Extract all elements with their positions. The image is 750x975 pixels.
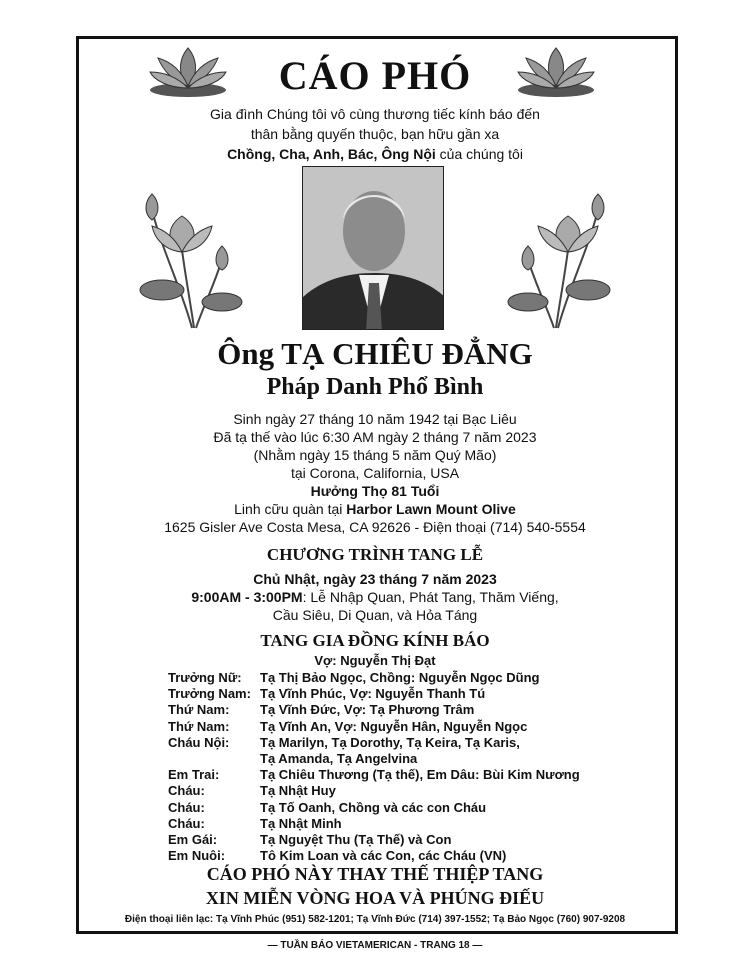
family-row (168, 686, 608, 702)
program-time: 9:00AM - 3:00PM (191, 589, 303, 605)
family-row (168, 767, 608, 783)
spouse-line: Vợ: Nguyễn Thị Đạt (314, 653, 436, 668)
relation-label: Cháu: (168, 783, 205, 799)
relation-value: Tạ Nhật Huy (260, 783, 336, 799)
page-title: CÁO PHÓ (278, 53, 472, 98)
program-events-cont: Cầu Siêu, Di Quan, và Hỏa Táng (272, 607, 478, 623)
relation-value: Tạ Vĩnh Đức, Vợ: Tạ Phương Trâm (260, 702, 475, 718)
lotus-bouquet-icon (498, 190, 628, 330)
casket-place: Harbor Lawn Mount Olive (346, 501, 516, 517)
passing-info: Đã tạ thế vào lúc 6:30 AM ngày 2 tháng 7 năm 2023 (213, 429, 537, 445)
relation-value: Tạ Vĩnh Phúc, Vợ: Nguyễn Thanh Tú (260, 686, 486, 702)
intro-relations (0, 144, 750, 164)
relation-label: Cháu: (168, 799, 205, 815)
family-row (168, 751, 608, 767)
intro-line: Gia đình Chúng tôi vô cùng thương tiếc kính báo đến (210, 106, 540, 122)
relation-label: Trưởng Nữ: (168, 670, 242, 685)
relation-value: Tạ Amanda, Tạ Angelvina (260, 751, 418, 767)
intro-line: thân bằng quyến thuộc, bạn hữu gần xa (250, 126, 500, 142)
portrait-image (303, 167, 444, 330)
family-heading: TANG GIA ĐỒNG KÍNH BÁO (260, 631, 490, 650)
family-row (168, 816, 608, 832)
program-date: Chủ Nhật, ngày 23 tháng 7 năm 2023 (253, 571, 497, 587)
casket-info (0, 500, 750, 518)
relation-label: Cháu Nội: (168, 734, 230, 750)
relation-label (168, 751, 260, 767)
closing-line: XIN MIỄN VÒNG HOA VÀ PHÚNG ĐIẾU (205, 888, 545, 908)
age-info: Hưởng Thọ 81 Tuổi (310, 483, 440, 499)
relation-label: Em Nuôi: (168, 848, 226, 864)
program-heading: CHƯƠNG TRÌNH TANG LỄ (266, 545, 484, 564)
relation-value: Tạ Marilyn, Tạ Dorothy, Tạ Keira, Tạ Karis, (260, 734, 520, 750)
lunar-date: (Nhằm ngày 15 tháng 5 năm Quý Mão) (253, 447, 497, 463)
contact-line: Điện thoại liên lạc: Tạ Vĩnh Phúc (951) 582-1201; Tạ Vĩnh Đức (714) 397-1552; Tạ Bảo Ngọc (760) 907-9208 (124, 914, 626, 925)
family-row (168, 783, 608, 799)
family-row (168, 719, 608, 735)
deceased-name: Ông TẠ CHIÊU ĐẲNG (217, 336, 533, 371)
relation-label: Em Trai: (168, 767, 220, 783)
family-list (168, 670, 608, 864)
family-row (168, 735, 608, 751)
relation-value: Tạ Nguyệt Thu (Tạ Thế) và Con (260, 832, 452, 848)
relation-value: Tạ Thị Bảo Ngọc, Chồng: Nguyễn Ngọc Dũng (260, 670, 540, 685)
relation-value: Tạ Nhật Minh (260, 815, 342, 831)
family-row (168, 848, 608, 864)
family-row (168, 702, 608, 718)
family-row (168, 832, 608, 848)
relation-label: Trưởng Nam: (168, 686, 251, 702)
passing-place: tại Corona, California, USA (290, 465, 460, 481)
program-events (0, 588, 750, 606)
page-footer: — TUẦN BÁO VIETAMERICAN - TRANG 18 — (267, 940, 483, 951)
relation-label: Cháu: (168, 815, 205, 831)
relations-text: Chồng, Cha, Anh, Bác, Ông Nội (227, 146, 436, 162)
family-row (168, 800, 608, 816)
relation-label: Thứ Nam: (168, 702, 230, 718)
casket-prefix: Linh cữu quàn tại (234, 501, 347, 517)
relation-label: Em Gái: (168, 832, 218, 848)
relation-label: Thứ Nam: (168, 718, 230, 734)
address-line: 1625 Gisler Ave Costa Mesa, CA 92626 - Điện thoại (714) 540-5554 (164, 519, 586, 535)
relation-value: Tô Kim Loan và các Con, các Cháu (VN) (260, 848, 507, 864)
relation-value: Tạ Vĩnh An, Vợ: Nguyễn Hân, Nguyễn Ngọc (260, 718, 528, 734)
relation-value: Tạ Chiêu Thương (Tạ thế), Em Dâu: Bùi Kim Nương (260, 767, 580, 783)
closing-line: CÁO PHÓ NÀY THAY THẾ THIỆP TANG (206, 864, 544, 884)
birth-info: Sinh ngày 27 tháng 10 năm 1942 tại Bạc Liêu (233, 411, 517, 427)
lotus-bouquet-icon (122, 190, 252, 330)
relation-value: Tạ Tố Oanh, Chồng và các con Cháu (260, 799, 487, 815)
dharma-name: Pháp Danh Phổ Bình (266, 374, 484, 400)
relations-suffix: của chúng tôi (435, 146, 523, 162)
program-events-text: : Lễ Nhập Quan, Phát Tang, Thăm Viếng, (302, 589, 559, 605)
family-row (168, 670, 608, 686)
portrait-photo (302, 166, 444, 330)
